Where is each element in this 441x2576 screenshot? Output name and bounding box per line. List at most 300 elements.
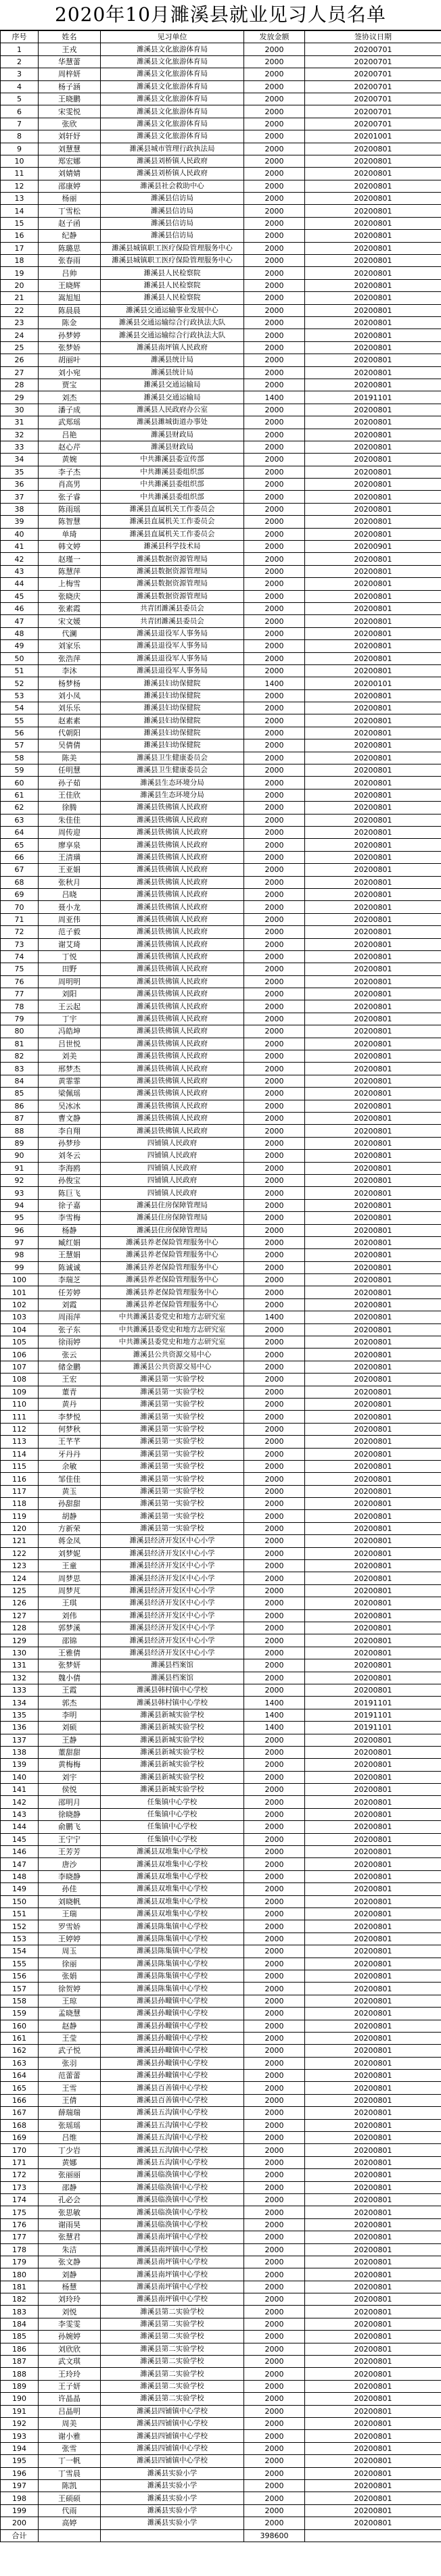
cell-index: 116 (1, 1473, 39, 1485)
cell-amount: 2000 (244, 168, 305, 180)
cell-date: 20200801 (305, 2144, 441, 2156)
cell-name: 俞鹏飞 (39, 1821, 101, 1833)
table-row (1, 180, 441, 192)
cell-name: 孙佳 (39, 1883, 101, 1895)
cell-date: 20200801 (305, 1386, 441, 1398)
cell-date: 20200801 (305, 1423, 441, 1435)
table-row (1, 1535, 441, 1547)
table-row (1, 1796, 441, 1808)
cell-amount: 2000 (244, 1584, 305, 1597)
cell-name: 贾宝 (39, 379, 101, 391)
cell-name: 李明 (39, 1709, 101, 1721)
cell-amount: 2000 (244, 2144, 305, 2156)
cell-amount: 2000 (244, 2504, 305, 2517)
table-row (1, 827, 441, 839)
cell-date: 20200801 (305, 839, 441, 851)
cell-date: 20200801 (305, 1000, 441, 1013)
cell-index: 145 (1, 1833, 39, 1845)
cell-amount: 2000 (244, 950, 305, 963)
cell-name: 张子东 (39, 1323, 101, 1336)
cell-amount: 2000 (244, 217, 305, 229)
cell-name: 徐雨婷 (39, 1336, 101, 1348)
cell-amount: 2000 (244, 2020, 305, 2032)
cell-index: 152 (1, 1920, 39, 1933)
cell-date: 20200801 (305, 714, 441, 727)
cell-index: 27 (1, 366, 39, 379)
cell-amount: 2000 (244, 1597, 305, 1609)
table-row (1, 1870, 441, 1882)
cell-index: 187 (1, 2356, 39, 2368)
cell-name: 张丽丽 (39, 2169, 101, 2181)
table-row (1, 839, 441, 851)
cell-date: 20200801 (305, 2169, 441, 2181)
cell-amount: 2000 (244, 43, 305, 55)
header-index: 序号 (1, 31, 39, 43)
cell-date: 20200801 (305, 441, 441, 453)
cell-index: 72 (1, 926, 39, 938)
cell-unit: 濉溪县妇幼保健院 (101, 702, 244, 714)
table-row (1, 1038, 441, 1050)
cell-name: 王玲玲 (39, 2368, 101, 2380)
cell-date: 20200801 (305, 1174, 441, 1186)
table-row (1, 1212, 441, 1224)
cell-name: 王芳芳 (39, 1846, 101, 1858)
cell-unit: 濉溪县交通运输综合行政执法大队 (101, 329, 244, 341)
cell-index: 121 (1, 1535, 39, 1547)
cell-name: 李子杰 (39, 466, 101, 478)
cell-name: 刘宇 (39, 1771, 101, 1783)
cell-unit: 濉溪县经济开发区中心小学 (101, 1560, 244, 1572)
cell-amount: 2000 (244, 2293, 305, 2306)
cell-date: 20200901 (305, 541, 441, 553)
cell-amount: 2000 (244, 1659, 305, 1672)
cell-index: 107 (1, 1361, 39, 1373)
cell-name: 周雨萍 (39, 1311, 101, 1323)
table-row (1, 1075, 441, 1087)
cell-index: 76 (1, 975, 39, 988)
cell-name: 张晓庆 (39, 590, 101, 602)
cell-amount: 2000 (244, 105, 305, 118)
cell-index: 24 (1, 329, 39, 341)
cell-unit: 濉溪县铁佛镇人民政府 (101, 888, 244, 900)
cell-amount: 2000 (244, 1261, 305, 1273)
cell-date: 20200801 (305, 1063, 441, 1075)
table-row (1, 2393, 441, 2405)
cell-name: 王瑞 (39, 1907, 101, 1920)
cell-date: 20200801 (305, 851, 441, 863)
cell-unit: 濉溪县铁佛镇人民政府 (101, 988, 244, 1000)
table-row (1, 1970, 441, 1982)
cell-date: 20200801 (305, 1286, 441, 1298)
table-row (1, 1100, 441, 1112)
table-row (1, 80, 441, 93)
cell-index: 29 (1, 391, 39, 404)
table-row (1, 2331, 441, 2343)
cell-date: 20200801 (305, 590, 441, 602)
table-row (1, 1063, 441, 1075)
cell-unit: 濉溪县铁佛镇人民政府 (101, 839, 244, 851)
cell-amount: 2000 (244, 1298, 305, 1311)
cell-amount: 2000 (244, 1784, 305, 1796)
cell-unit: 濉溪县第二实验学校 (101, 2356, 244, 2368)
table-row (1, 1162, 441, 1174)
cell-index: 153 (1, 1933, 39, 1945)
cell-amount: 2000 (244, 503, 305, 515)
cell-amount: 2000 (244, 1734, 305, 1746)
cell-unit: 濉溪县第一实验学校 (101, 1510, 244, 1522)
cell-amount: 2000 (244, 1746, 305, 1758)
table-row (1, 1746, 441, 1758)
cell-unit: 濉溪县第二实验学校 (101, 2380, 244, 2392)
header-date: 签协议日期 (305, 31, 441, 43)
cell-unit: 濉溪县文化旅游体育局 (101, 55, 244, 68)
cell-name: 王硕硕 (39, 2492, 101, 2504)
cell-index: 149 (1, 1883, 39, 1895)
cell-unit: 濉溪县第二实验学校 (101, 2368, 244, 2380)
cell-amount: 2000 (244, 1510, 305, 1522)
cell-name: 刘霞 (39, 1298, 101, 1311)
table-row (1, 1050, 441, 1063)
cell-date: 20200801 (305, 802, 441, 814)
table-row (1, 118, 441, 130)
cell-name: 李瑞芝 (39, 1274, 101, 1286)
cell-unit: 濉溪县实验小学 (101, 2517, 244, 2529)
cell-name: 徐晓静 (39, 1808, 101, 1820)
table-row (1, 404, 441, 416)
table-row (1, 2193, 441, 2206)
cell-index: 170 (1, 2144, 39, 2156)
cell-amount: 2000 (244, 354, 305, 366)
cell-date: 20200801 (305, 2356, 441, 2368)
cell-unit: 濉溪县住房保障管理局 (101, 1212, 244, 1224)
table-row (1, 1647, 441, 1659)
cell-name: 徐子嘉 (39, 1199, 101, 1211)
cell-date: 20200801 (305, 454, 441, 466)
cell-amount: 2000 (244, 640, 305, 652)
cell-date: 20200801 (305, 1734, 441, 1746)
cell-name: 张子睿 (39, 491, 101, 503)
total-date-cell (305, 2529, 441, 2542)
cell-unit: 濉溪县临涣镇中心学校 (101, 2193, 244, 2206)
table-row (1, 68, 441, 80)
cell-unit: 濉溪县档案馆 (101, 1659, 244, 1672)
table-row (1, 1000, 441, 1013)
cell-unit: 濉溪县五沟镇中心学校 (101, 2132, 244, 2144)
cell-amount: 2000 (244, 739, 305, 752)
table-row (1, 516, 441, 528)
cell-index: 134 (1, 1697, 39, 1709)
cell-name: 吕世悦 (39, 1038, 101, 1050)
cell-name: 嵩旭旭 (39, 292, 101, 304)
cell-index: 18 (1, 255, 39, 267)
cell-unit: 濉溪县四铺镇中心学校 (101, 2455, 244, 2467)
cell-amount: 2000 (244, 441, 305, 453)
cell-unit: 濉溪县城镇职工医疗保险管理服务中心 (101, 242, 244, 254)
cell-index: 49 (1, 640, 39, 652)
cell-index: 162 (1, 2045, 39, 2057)
cell-name: 范蕾蕾 (39, 2070, 101, 2082)
cell-index: 9 (1, 143, 39, 155)
cell-index: 194 (1, 2442, 39, 2454)
cell-index: 66 (1, 851, 39, 863)
cell-index: 48 (1, 627, 39, 639)
cell-index: 160 (1, 2020, 39, 2032)
cell-amount: 2000 (244, 1025, 305, 1038)
cell-name: 王佳欣 (39, 789, 101, 801)
table-row (1, 2008, 441, 2020)
cell-amount: 2000 (244, 1883, 305, 1895)
table-row (1, 1759, 441, 1771)
cell-unit: 濉溪县铁佛镇人民政府 (101, 901, 244, 913)
cell-index: 1 (1, 43, 39, 55)
table-row (1, 1274, 441, 1286)
cell-unit: 濉溪县铁佛镇人民政府 (101, 1100, 244, 1112)
cell-name: 李雯雯 (39, 2318, 101, 2330)
cell-index: 173 (1, 2181, 39, 2193)
cell-amount: 2000 (244, 2094, 305, 2106)
cell-date: 20200801 (305, 230, 441, 242)
cell-date: 20200101 (305, 677, 441, 689)
cell-index: 35 (1, 466, 39, 478)
cell-amount: 2000 (244, 1771, 305, 1783)
cell-amount: 2000 (244, 193, 305, 205)
cell-unit: 濉溪县直属机关工作委员会 (101, 516, 244, 528)
cell-name: 张梦妍 (39, 1659, 101, 1672)
cell-amount: 2000 (244, 1684, 305, 1696)
cell-date: 20200801 (305, 1398, 441, 1410)
cell-unit: 濉溪县养老保险管理服务中心 (101, 1298, 244, 1311)
cell-name: 张雪 (39, 2442, 101, 2454)
cell-amount: 2000 (244, 2455, 305, 2467)
table-row (1, 677, 441, 689)
cell-name: 薛瑞瑞 (39, 2107, 101, 2119)
cell-amount: 2000 (244, 479, 305, 491)
cell-amount: 2000 (244, 1920, 305, 1933)
cell-index: 133 (1, 1684, 39, 1696)
cell-amount: 2000 (244, 55, 305, 68)
cell-date: 20200801 (305, 1821, 441, 1833)
cell-unit: 濉溪县交通运输局 (101, 379, 244, 391)
cell-date: 20200701 (305, 118, 441, 130)
cell-date: 20200801 (305, 2393, 441, 2405)
cell-unit: 濉溪县信访局 (101, 205, 244, 217)
cell-name: 张娟 (39, 1970, 101, 1982)
cell-unit: 濉溪县铁佛镇人民政府 (101, 1125, 244, 1137)
cell-date: 20200801 (305, 2132, 441, 2144)
cell-index: 124 (1, 1572, 39, 1584)
cell-date: 20200801 (305, 1212, 441, 1224)
cell-amount: 2000 (244, 839, 305, 851)
cell-date: 20200801 (305, 2479, 441, 2492)
cell-name: 高婷 (39, 2517, 101, 2529)
cell-unit: 濉溪县城镇职工医疗保险管理服务中心 (101, 255, 244, 267)
cell-name: 王雪 (39, 2082, 101, 2094)
cell-index: 47 (1, 615, 39, 627)
cell-index: 6 (1, 105, 39, 118)
cell-amount: 2000 (244, 1386, 305, 1398)
table-row (1, 1199, 441, 1211)
cell-unit: 濉溪县文化旅游体育局 (101, 68, 244, 80)
cell-name: 吴倩倩 (39, 739, 101, 752)
cell-date: 20200801 (305, 777, 441, 789)
table-row (1, 1597, 441, 1609)
cell-name: 赵子函 (39, 217, 101, 229)
cell-date: 20200801 (305, 1311, 441, 1323)
cell-date: 20191101 (305, 1697, 441, 1709)
table-row (1, 528, 441, 540)
table-row (1, 1522, 441, 1534)
table-row (1, 341, 441, 354)
table-row (1, 1498, 441, 1510)
cell-name: 邢梦杰 (39, 1063, 101, 1075)
cell-index: 52 (1, 677, 39, 689)
cell-unit: 濉溪县实验小学 (101, 2504, 244, 2517)
cell-date: 20200801 (305, 2331, 441, 2343)
cell-amount: 2000 (244, 1199, 305, 1211)
table-row (1, 1224, 441, 1236)
cell-amount: 2000 (244, 1522, 305, 1534)
cell-index: 78 (1, 1000, 39, 1013)
cell-date: 20200801 (305, 2306, 441, 2318)
cell-amount: 2000 (244, 1274, 305, 1286)
cell-amount: 1400 (244, 1697, 305, 1709)
table-row (1, 2070, 441, 2082)
cell-amount: 2000 (244, 2331, 305, 2343)
cell-amount: 2000 (244, 1336, 305, 1348)
cell-unit: 濉溪县南坪镇中心学校 (101, 2256, 244, 2268)
cell-amount: 2000 (244, 602, 305, 614)
cell-index: 154 (1, 1945, 39, 1958)
cell-index: 74 (1, 950, 39, 963)
cell-date: 20200801 (305, 180, 441, 192)
cell-index: 125 (1, 1584, 39, 1597)
cell-unit: 濉溪县四铺镇中心学校 (101, 2430, 244, 2442)
table-row (1, 1323, 441, 1336)
cell-name: 周明明 (39, 975, 101, 988)
table-row (1, 205, 441, 217)
table-row (1, 1460, 441, 1472)
cell-amount: 2000 (244, 1286, 305, 1298)
table-row (1, 2156, 441, 2168)
cell-unit: 濉溪县数据资源管理局 (101, 553, 244, 565)
cell-unit: 濉溪县铁佛镇人民政府 (101, 1112, 244, 1124)
cell-unit: 濉溪县双堆集中心学校 (101, 1883, 244, 1895)
cell-date: 20200801 (305, 2181, 441, 2193)
cell-unit: 濉溪县南坪镇人民政府 (101, 341, 244, 354)
cell-amount: 2000 (244, 1448, 305, 1460)
cell-name: 王婷婷 (39, 1933, 101, 1945)
table-row (1, 764, 441, 777)
table-row (1, 93, 441, 105)
cell-index: 80 (1, 1025, 39, 1038)
cell-date: 20200801 (305, 2243, 441, 2256)
cell-name: 刘轩妤 (39, 130, 101, 143)
cell-amount: 2000 (244, 1572, 305, 1584)
cell-amount: 2000 (244, 2256, 305, 2268)
cell-unit: 中共濉溪县委党史和地方志研究室 (101, 1323, 244, 1336)
cell-unit: 濉溪县孙疃镇中心学校 (101, 2020, 244, 2032)
cell-name: 赵瑾一 (39, 553, 101, 565)
cell-unit: 濉溪县第一实验学校 (101, 1460, 244, 1472)
cell-date: 20200801 (305, 2293, 441, 2306)
cell-amount: 2000 (244, 913, 305, 925)
cell-name: 丁悦 (39, 950, 101, 963)
cell-name: 吕维 (39, 2132, 101, 2144)
table-row (1, 1249, 441, 1261)
cell-unit: 中共濉溪县委组织部 (101, 479, 244, 491)
cell-name: 陈晨晨 (39, 304, 101, 316)
cell-unit: 濉溪县生态环境分局 (101, 777, 244, 789)
cell-amount: 2000 (244, 2206, 305, 2218)
cell-name: 吴冰冰 (39, 1100, 101, 1112)
cell-amount: 2000 (244, 1970, 305, 1982)
table-row (1, 168, 441, 180)
cell-unit: 濉溪县养老保险管理服务中心 (101, 1286, 244, 1298)
table-row (1, 143, 441, 155)
cell-date: 20200801 (305, 739, 441, 752)
cell-index: 109 (1, 1386, 39, 1398)
cell-index: 103 (1, 1311, 39, 1323)
cell-name: 周梓妍 (39, 68, 101, 80)
cell-date: 20200801 (305, 1584, 441, 1597)
cell-amount: 2000 (244, 2156, 305, 2168)
cell-date: 20200801 (305, 466, 441, 478)
cell-name: 刘家乐 (39, 640, 101, 652)
cell-name: 杨丽 (39, 193, 101, 205)
cell-index: 93 (1, 1187, 39, 1199)
cell-index: 62 (1, 802, 39, 814)
cell-amount: 2000 (244, 926, 305, 938)
cell-index: 51 (1, 664, 39, 677)
cell-name: 吕帅 (39, 267, 101, 279)
cell-index: 28 (1, 379, 39, 391)
cell-date: 20200801 (305, 1895, 441, 1907)
cell-index: 156 (1, 1970, 39, 1982)
cell-date: 20200801 (305, 2368, 441, 2380)
cell-name: 王琼 (39, 1995, 101, 2007)
cell-date: 20200801 (305, 341, 441, 354)
cell-index: 95 (1, 1212, 39, 1224)
cell-date: 20200801 (305, 1560, 441, 1572)
cell-unit: 濉溪县第一实验学校 (101, 1411, 244, 1423)
cell-unit: 共青团濉溪县委员会 (101, 615, 244, 627)
cell-amount: 2000 (244, 1398, 305, 1410)
cell-date: 20200801 (305, 1112, 441, 1124)
cell-name: 梁佩瑶 (39, 1088, 101, 1100)
table-row (1, 55, 441, 68)
cell-name: 王静 (39, 1734, 101, 1746)
cell-index: 196 (1, 2467, 39, 2479)
cell-date: 20200801 (305, 366, 441, 379)
cell-date: 20200801 (305, 1510, 441, 1522)
cell-amount: 2000 (244, 2057, 305, 2069)
table-row (1, 43, 441, 55)
cell-date: 20200801 (305, 1759, 441, 1771)
cell-index: 122 (1, 1547, 39, 1559)
cell-date: 20200801 (305, 578, 441, 590)
cell-index: 128 (1, 1622, 39, 1634)
table-row (1, 2045, 441, 2057)
cell-unit: 濉溪县四铺镇中心学校 (101, 2442, 244, 2454)
table-row (1, 888, 441, 900)
table-row (1, 1448, 441, 1460)
cell-index: 127 (1, 1609, 39, 1622)
cell-name: 王慧娟 (39, 1249, 101, 1261)
cell-date: 20200801 (305, 988, 441, 1000)
cell-unit: 濉溪县第二实验学校 (101, 2306, 244, 2318)
cell-name: 曹文静 (39, 1112, 101, 1124)
table-row (1, 876, 441, 888)
